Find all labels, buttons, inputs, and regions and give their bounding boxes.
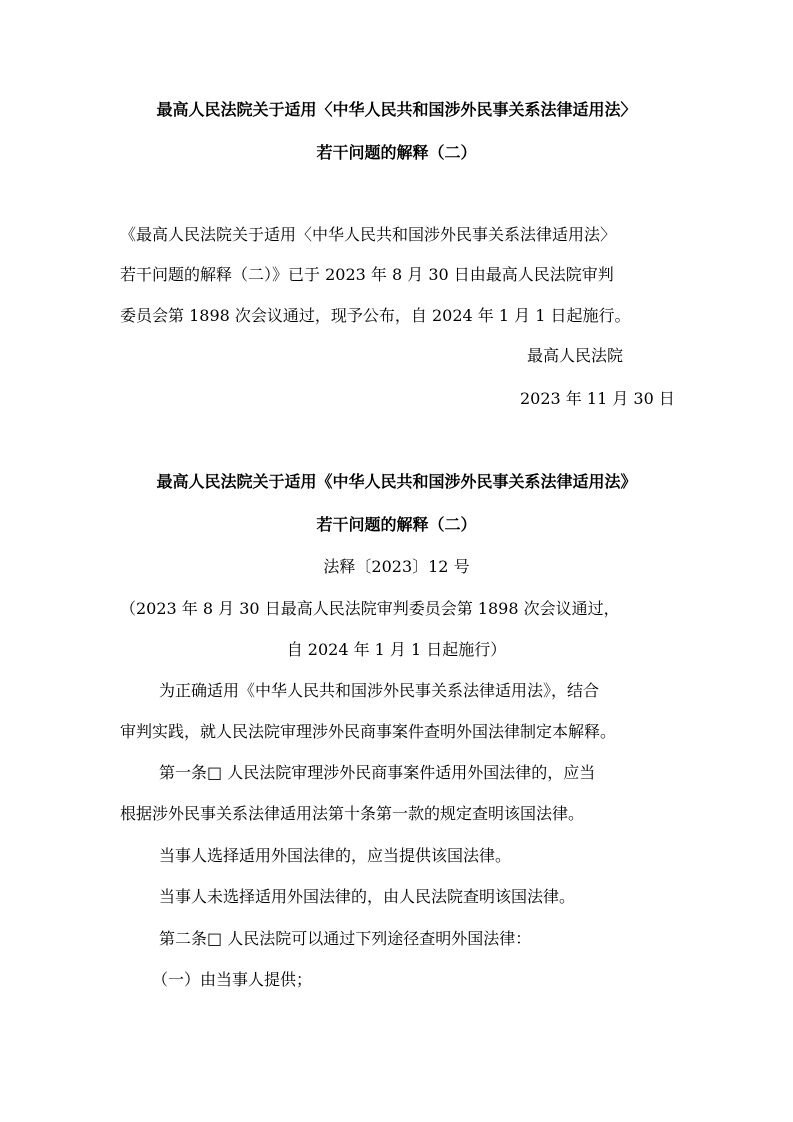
article-1-line-2: 根据涉外民事关系法律适用法第十条第一款的规定查明该国法律。 — [120, 804, 585, 823]
title-line-1: 最高人民法院关于适用〈中华人民共和国涉外民事关系法律适用法〉 — [156, 100, 637, 119]
preamble-line-2: 审判实践，就人民法院审理涉外民商事案件查明外国法律制定本解释。 — [120, 722, 617, 741]
document-number: 法释〔2023〕12 号 — [323, 557, 470, 576]
adoption-line-1: （2023 年 8 月 30 日最高人民法院审判委员会第 1898 次会议通过， — [120, 599, 620, 618]
document-title-line-2: 若干问题的解释（二） — [316, 515, 477, 534]
article-2-line-1: 第二条□ 人民法院可以通过下列途径查明外国法律： — [159, 929, 532, 948]
title-line-2: 若干问题的解释（二） — [316, 143, 477, 162]
article-1-line-1: 第一条□ 人民法院审理涉外民商事案件适用外国法律的，应当 — [159, 763, 596, 782]
document-title-line-1: 最高人民法院关于适用《中华人民共和国涉外民事关系法律适用法》 — [156, 472, 637, 491]
announcement-line-2: 若干问题的解释（二）》已于 2023 年 8 月 30 日由最高人民法院审判 — [120, 265, 614, 284]
adoption-line-2: 自 2024 年 1 月 1 日起施行） — [286, 640, 507, 659]
article-1-paragraph-2: 当事人选择适用外国法律的，应当提供该国法律。 — [159, 846, 512, 865]
article-1-paragraph-3: 当事人未选择适用外国法律的，由人民法院查明该国法律。 — [159, 887, 576, 906]
preamble-line-1: 为正确适用《中华人民共和国涉外民事关系法律适用法》，结合 — [159, 681, 600, 700]
announcement-line-1: 《最高人民法院关于适用〈中华人民共和国涉外民事关系法律适用法〉 — [120, 225, 617, 244]
announcement-issuer: 最高人民法院 — [527, 346, 624, 365]
announcement-line-3: 委员会第 1898 次会议通过，现予公布，自 2024 年 1 月 1 日起施行。 — [120, 306, 631, 325]
article-2-item-1: （一）由当事人提供； — [152, 970, 313, 989]
announcement-date: 2023 年 11 月 30 日 — [520, 389, 675, 408]
